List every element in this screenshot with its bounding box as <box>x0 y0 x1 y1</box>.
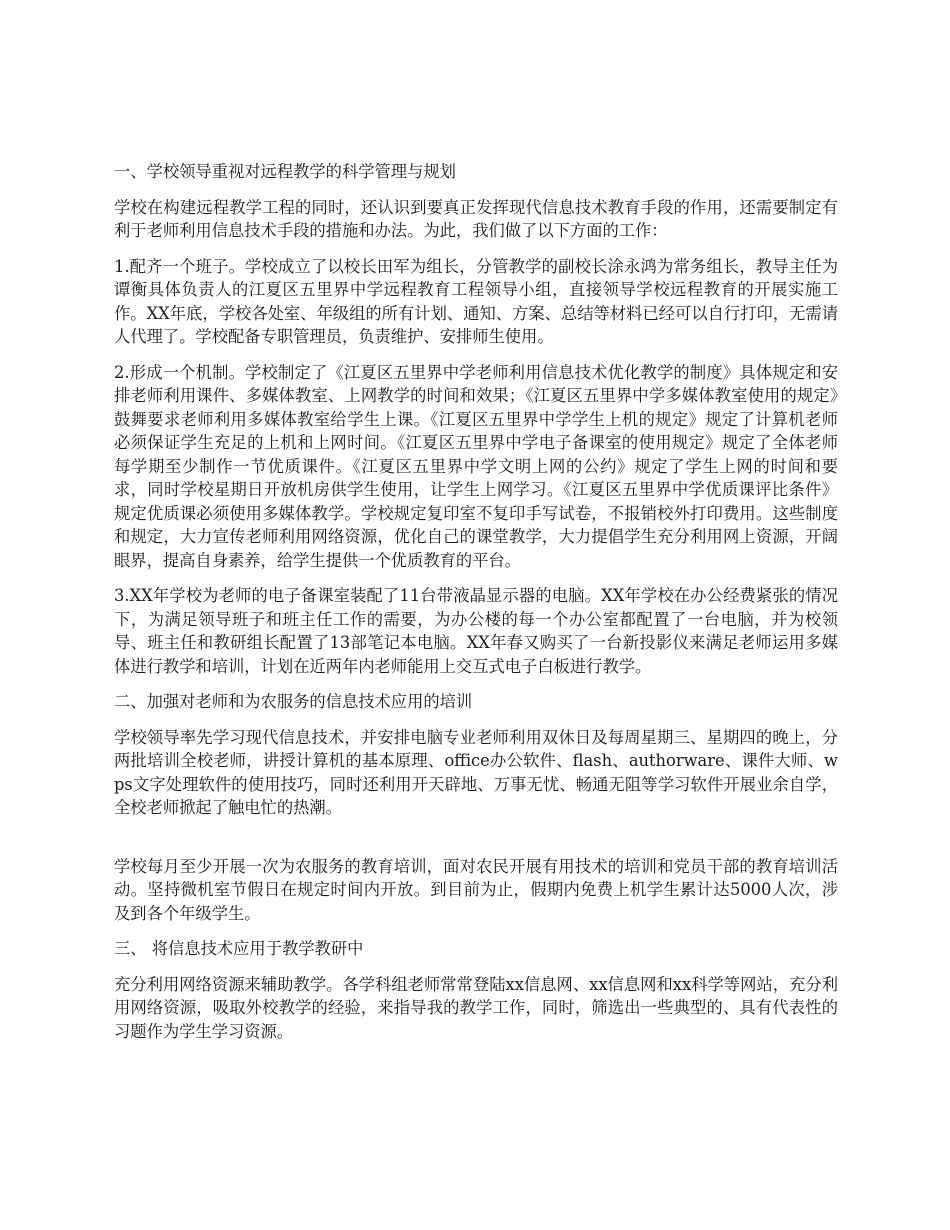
section-1-intro-paragraph: 学校在构建远程教学工程的同时，还认识到要真正发挥现代信息技术教育手段的作用，还需要制定有利于老师利用信息技术手段的措施和办法。为此，我们做了以下方面的工作： <box>114 197 838 240</box>
item-2-paragraph: 2.形成一个机制。学校制定了《江夏区五里界中学老师利用信息技术优化教学的制度》具体规定和安排老师利用课件、多媒体教室、上网教学的时间和效果；《江夏区五里界中学多媒体教室使用的规定》鼓舞要求老师利用多媒体教室给学生上课。《江夏区五里界中学学生上机的规定》规定了计算机老师必须保证学生充足的上机和上网时间。《江夏区五里界中学电子备课室的使用规定》规定了全体老师每学期至少制作一节优质课件。《江夏区五里界中学文明上网的公约》规定了学生上网的时间和要求，同时学校星期日开放机房供学生使用，让学生上网学习。《江夏区五里界中学优质课评比条件》规定优质课必须使用多媒体教学。学校规定复印室不复印手写试卷，不报销校外打印费用。这些制度和规定，大力宣传老师利用网络资源，优化自己的课堂教学，大力提倡学生充分利用网上资源，开阔眼界，提高自身素养，给学生提供一个优质教育的平台。 <box>114 362 838 570</box>
section-3-resources-paragraph: 充分利用网络资源来辅助教学。各学科组老师常常登陆xx信息网、xx信息网和xx科学等网站，充分利用网络资源，吸取外校教学的经验，来指导我的教学工作，同时，筛选出一些典型的、具有代表性的习题作为学生学习资源。 <box>114 974 838 1041</box>
document-body <box>114 160 838 1055</box>
section-3-heading: 三、 将信息技术应用于教学教研中 <box>114 939 364 958</box>
section-2-heading: 二、加强对老师和为农服务的信息技术应用的培训 <box>114 692 473 711</box>
item-1-paragraph: 1.配齐一个班子。学校成立了以校长田军为组长，分管教学的副校长涂永鸿为常务组长，教导主任为谭衡具体负责人的江夏区五里界中学远程教育工程领导小组，直接领导学校远程教育的开展实施工作。XX年底，学校各处室、年级组的所有计划、通知、方案、总结等材料已经可以自行打印，无需请人代理了。学校配备专职管理员，负责维护、安排师生使用。 <box>114 256 838 346</box>
section-1-heading: 一、学校领导重视对远程教学的科学管理与规划 <box>114 162 456 181</box>
section-2-farmer-service-paragraph: 学校每月至少开展一次为农服务的教育培训，面对农民开展有用技术的培训和党员干部的教育培训活动。坚持微机室节假日在规定时间内开放。到目前为止，假期内免费上机学生累计达5000人次，涉及到各个年级学生。 <box>114 856 838 923</box>
item-3-paragraph: 3.XX年学校为老师的电子备课室装配了11台带液晶显示器的电脑。XX年学校在办公经费紧张的情况下，为满足领导班子和班主任工作的需要，为办公楼的每一个办公室都配置了一台电脑，并为校领导、班主任和教研组长配置了13部笔记本电脑。XX年春又购买了一台新投影仪来满足老师运用多媒体进行教学和培训，计划在近两年内老师能用上交互式电子白板进行教学。 <box>114 586 838 676</box>
section-2-training-paragraph: 学校领导率先学习现代信息技术，并安排电脑专业老师利用双休日及每周星期三、星期四的晚上，分两批培训全校老师，讲授计算机的基本原理、office办公软件、flash、authorware、课件大师、wps文字处理软件的使用技巧，同时还利用开天辟地、万事无忧、畅通无阻等学习软件开展业余自学，全校老师掀起了触电忙的热潮。 <box>114 727 838 817</box>
